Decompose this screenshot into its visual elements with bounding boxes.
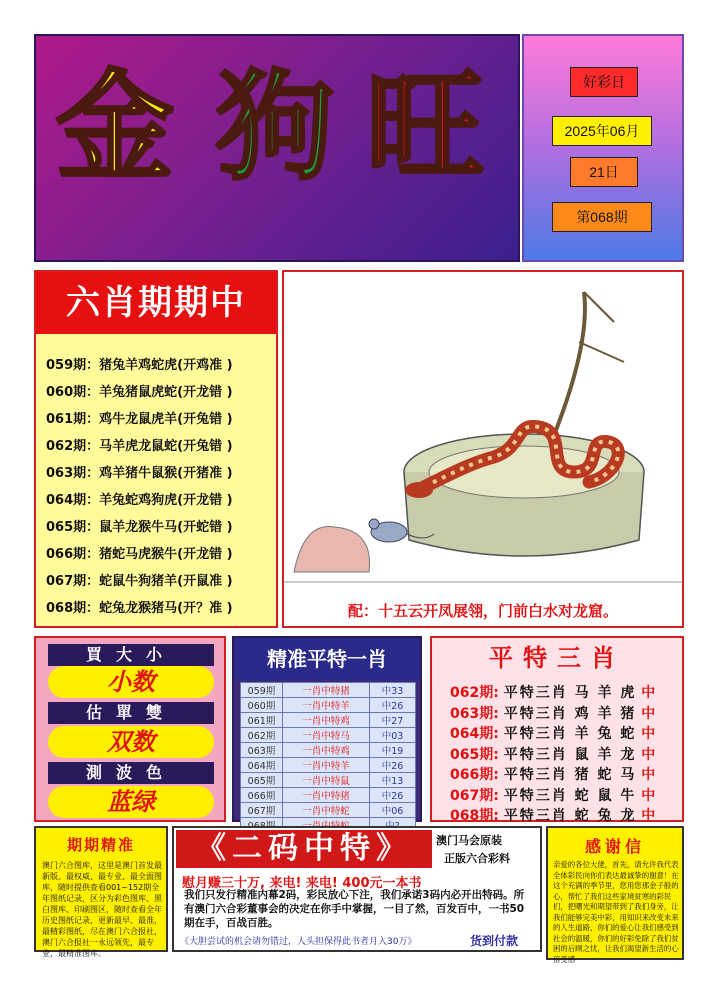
result-cell: 中13	[370, 773, 416, 788]
accurate-zodiac-row	[241, 773, 416, 788]
genuine-label: 正版六合彩料	[444, 852, 510, 865]
title-char-prosper: 旺	[366, 58, 485, 196]
flat-three-row	[450, 703, 655, 723]
date-panel	[522, 34, 684, 262]
six-zodiac-row: 066期：猪蛇马虎猴牛(开龙错 )	[46, 547, 233, 562]
result-cell: 中06	[370, 803, 416, 818]
flat-three-row	[450, 805, 655, 825]
result-cell: 中33	[370, 683, 416, 698]
thank-you-text: 亲爱的各位大佬，首先，请允许我代表全体彩民向你们表达最诚挚的谢意！在这个充满的季节里，您用您那金子般的心，帮忙了我们这些家境贫寒的彩民们，把曙光和期望带到了我们身旁，让我们能够完美中彩，用知识来改变未来的人生道路，你们的爱心让我们感受到社会的温暖，你们的好彩免除了我们贫困的后顾之忧，让我们渴望新生活的心倍受感	[553, 860, 679, 964]
prediction-text: 平特三肖 猪 蛇 马	[503, 767, 637, 783]
accurate-zodiac-title: 精准平特一肖	[234, 638, 420, 680]
hit-label: 中	[641, 705, 656, 722]
day-label: 21日	[570, 157, 638, 187]
flat-three-row	[450, 764, 655, 784]
accurate-zodiac-row	[241, 698, 416, 713]
prediction-cell: 一肖中特马	[283, 728, 370, 743]
prediction-cell: 一肖中特鼠	[283, 773, 370, 788]
accuracy-title: 期期精准	[66, 836, 135, 854]
size-tag: 買大小	[48, 644, 214, 666]
prediction-cell: 一肖中特蛇	[283, 803, 370, 818]
flat-three-row	[450, 723, 655, 743]
issue-cell: 061期	[241, 713, 283, 728]
issue-cell: 059期	[241, 683, 283, 698]
picture-caption: 配：十五云开凤展翎，门前白水对龙窟。	[347, 602, 618, 620]
snake-illustration	[284, 272, 682, 592]
cash-on-delivery-label: 货到付款	[470, 934, 519, 948]
year-month-label: 2025年06月	[552, 116, 652, 146]
issue-label: 064期:	[450, 726, 499, 742]
accurate-zodiac-row	[241, 758, 416, 773]
accurate-zodiac-table	[240, 682, 416, 833]
issue-label: 062期:	[450, 685, 499, 701]
promo-subtitle: 慰月赚三十万, 来电! 来电! 400元一本书	[182, 876, 422, 891]
prediction-cell: 一肖中特羊	[283, 758, 370, 773]
flat-three-panel	[430, 636, 684, 822]
flat-three-row	[450, 785, 655, 805]
color-value: 蓝绿	[48, 786, 214, 818]
result-cell: 中19	[370, 743, 416, 758]
prediction-cell: 一肖中特猪	[283, 788, 370, 803]
flat-three-title: 平特三肖	[489, 644, 625, 672]
issue-cell: 065期	[241, 773, 283, 788]
hit-label: 中	[641, 767, 656, 783]
six-zodiac-row: 067期：蛇鼠牛狗猪羊(开鼠准 )	[46, 574, 233, 589]
six-zodiac-row: 068期：蛇兔龙猴猪马(开？准 )	[46, 601, 233, 616]
result-cell: 中27	[370, 713, 416, 728]
thank-you-letter-panel	[546, 826, 684, 964]
prediction-cell: 一肖中特猪	[283, 683, 370, 698]
prediction-text: 平特三肖 蛇 兔 龙	[503, 808, 637, 824]
promo-body: 我们只发行精准内幕2码，彩民放心下注，我们承诺3码内必开出特码。所有澳门六合彩董事会的决定在你手中掌握，一目了然，百发百中，一书50期在手，百战百胜。	[184, 889, 525, 929]
original-label: 澳门马会原装	[436, 834, 502, 847]
snake-illustration-panel	[282, 270, 684, 628]
title-char-gold: 金	[56, 58, 175, 196]
prediction-cell: 一肖中特鸡	[283, 713, 370, 728]
parity-value: 双数	[48, 726, 214, 758]
six-zodiac-row: 060期：羊兔猪鼠虎蛇(开龙错 )	[46, 385, 233, 400]
good-day-label: 好彩日	[570, 67, 638, 97]
prediction-text: 平特三肖 羊 兔 蛇	[503, 726, 637, 742]
hit-label: 中	[641, 685, 656, 701]
six-zodiac-row: 065期：鼠羊龙猴牛马(开蛇错 )	[46, 520, 233, 535]
parity-tag: 估單雙	[48, 702, 214, 724]
hit-label: 中	[641, 726, 656, 742]
accurate-zodiac-panel	[232, 636, 422, 822]
accuracy-text: 澳门六合图库，这里是澳门首发最新版、最权威、最专业、最全面图库，随时提供查看001~152期全年图纸记录，区分为彩色图库、黑白图库、印刷图区，随时查看全年历史图纸记录，更新最早、最准，最精彩图纸，尽在澳门六合报社，澳门六合报社一永远领先，最专业，最精准图库。	[42, 861, 162, 958]
accurate-zodiac-row	[241, 743, 416, 758]
issue-label: 第068期	[552, 202, 652, 232]
size-value: 小数	[48, 666, 214, 698]
thank-you-title: 感谢信	[584, 837, 645, 856]
accurate-zodiac-row	[241, 728, 416, 743]
result-cell: 中26	[370, 788, 416, 803]
six-zodiac-row: 059期：猪兔羊鸡蛇虎(开鸡准 )	[46, 358, 233, 373]
issue-cell: 067期	[241, 803, 283, 818]
prediction-cell: 一肖中特羊	[283, 698, 370, 713]
result-cell: 中26	[370, 758, 416, 773]
prediction-text: 平特三肖 马 羊 虎	[503, 685, 637, 701]
issue-cell: 063期	[241, 743, 283, 758]
size-parity-color-panel	[34, 636, 226, 822]
six-zodiac-row: 061期：鸡牛龙鼠虎羊(开兔错 )	[46, 412, 233, 427]
flat-three-row	[450, 744, 655, 764]
accurate-zodiac-row	[241, 683, 416, 698]
accurate-zodiac-row	[241, 803, 416, 818]
issue-label: 063期:	[450, 705, 499, 722]
issue-label: 067期:	[450, 787, 499, 804]
issue-label: 066期:	[450, 767, 499, 783]
prediction-text: 平特三肖 鼠 羊 龙	[503, 746, 637, 763]
hit-label: 中	[641, 787, 656, 804]
prediction-text: 平特三肖 蛇 鼠 牛	[503, 787, 637, 804]
issue-cell: 060期	[241, 698, 283, 713]
six-zodiac-title: 六肖期期中	[36, 272, 276, 334]
issue-label: 068期:	[450, 808, 499, 824]
result-cell: 中26	[370, 698, 416, 713]
issue-cell: 064期	[241, 758, 283, 773]
six-zodiac-row: 064期：羊兔蛇鸡狗虎(开龙错 )	[46, 493, 233, 508]
result-cell: 中03	[370, 728, 416, 743]
accuracy-notice-panel	[34, 826, 168, 958]
six-zodiac-row: 062期：马羊虎龙鼠蛇(开兔错 )	[46, 439, 233, 454]
prediction-cell: 一肖中特鸡	[283, 743, 370, 758]
six-zodiac-row: 063期：鸡羊猪牛鼠猴(开猪准 )	[46, 466, 233, 481]
accurate-zodiac-row	[241, 788, 416, 803]
issue-cell: 066期	[241, 788, 283, 803]
two-code-ad-panel	[172, 826, 542, 952]
color-tag: 測波色	[48, 762, 214, 784]
hit-label: 中	[641, 746, 656, 763]
prediction-text: 平特三肖 鸡 羊 猪	[503, 705, 637, 722]
title-char-dog: 狗	[216, 58, 335, 196]
issue-label: 065期:	[450, 746, 499, 763]
two-code-title: 《二码中特》	[176, 830, 432, 868]
flat-three-row	[450, 682, 655, 702]
issue-cell: 062期	[241, 728, 283, 743]
six-zodiac-panel	[34, 270, 278, 628]
promo-footnote: 《大胆尝试的机会请勿错过，人头担保得此书者月入30万》	[180, 937, 417, 947]
header-banner	[34, 34, 520, 262]
accurate-zodiac-row	[241, 713, 416, 728]
hit-label: 中	[641, 808, 656, 824]
